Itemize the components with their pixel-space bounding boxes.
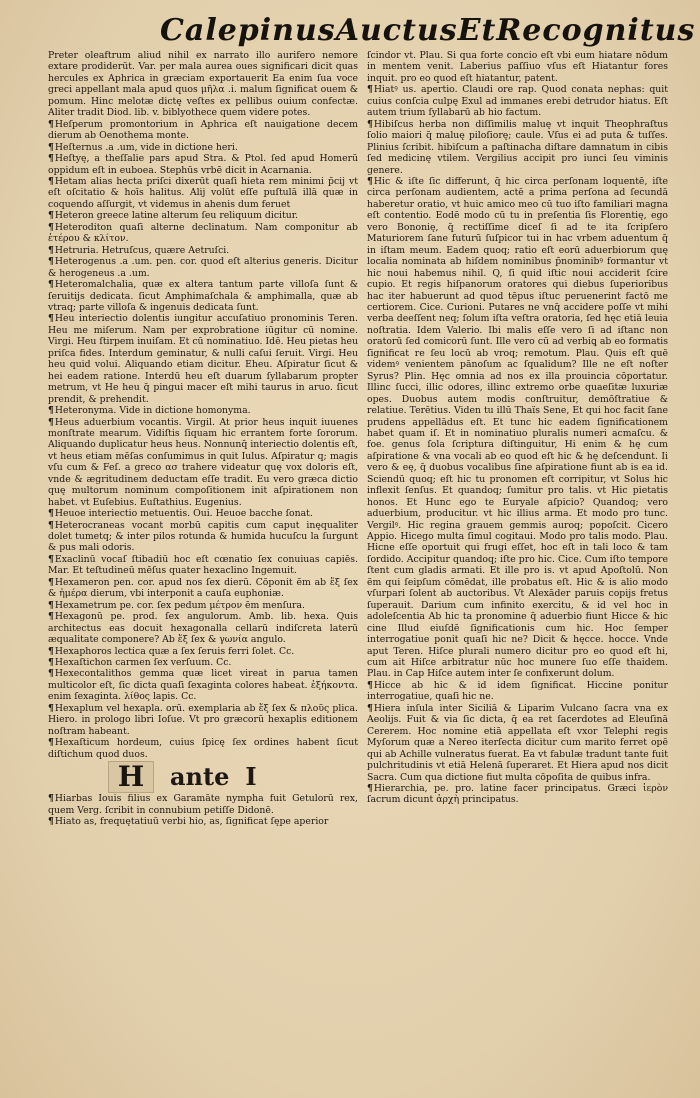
pilcrow-icon: ¶ [48, 599, 54, 611]
entry-text: Hiato as, frequętatiuū verbi hio, as, ſignificat ſępe aperior [54, 816, 329, 827]
section-heading [108, 762, 358, 792]
pilcrow-icon: ¶ [48, 210, 54, 222]
entry-text: Hiera inſula inter Siciliā & Liparim Vulcano ſacra vna ex Aeolijs. Fuit & via ſic dicta, q̄ ea ret ſacerdotes ad Eleuſinā Cererem. Hoc nomine etiā appellata eſt vxor Telephi regis Myſorum quæ a Nereo iterſecta dicitur cum marito ferret opē qui ab Achille vulneratus fuerat. Ea vt fabulæ tradunt tante fuit pulchritudinis vt etiā Helenā ſuperaret. Et Hiera apud nos dicit Sacra. Cum qua dictione fiut multa cōpoſita de quibus infra. [367, 702, 668, 783]
left-entries-after [48, 793, 358, 827]
dictionary-entry [367, 680, 668, 703]
dictionary-entry [367, 783, 668, 806]
pilcrow-icon: ¶ [367, 679, 373, 691]
pilcrow-icon: ¶ [367, 118, 373, 130]
pilcrow-icon: ¶ [48, 153, 54, 165]
dictionary-entry [48, 222, 358, 245]
entry-text: Heſperum promontorium in Aphrica eſt nauigatione decem dierum ab Oenothema monte. [48, 118, 358, 142]
dictionary-entry [48, 703, 358, 737]
dictionary-entry [48, 256, 358, 279]
dictionary-entry [48, 600, 358, 611]
entry-text: Heu interiectio dolentis iungitur accuſatiuo pronominis Teren. Heu me miſerum. Nam per exprobratione iūgitur cū nomine. Virgi. Heu ſtirpem inuiſam. Et cū nominatiuo. Idē. Heu pietas heu priſca fides. Interdum geminatur, & nulli caſui ſeruit. Virgi. Heu heu quid volui. Aliquando etiam dicitur. Eheu. Aſpiratur ſicut & hei eadem ratione. Interdū heu eſt duarum ſyllabarum propter metrum, vt He heu q̄ pingui macer eſt mihi taurus in aruo. ſicut prendit, & prehendit. [48, 313, 358, 405]
dictionary-entry [367, 50, 668, 84]
dictionary-entry [48, 508, 358, 519]
running-header [160, 6, 696, 48]
pilcrow-icon: ¶ [48, 668, 54, 680]
pilcrow-icon: ¶ [48, 645, 54, 657]
entry-text: Heteronyma. Vide in dictione homonyma. [54, 405, 251, 417]
entry-text: Heteron greece latine alterum ſeu reliquum dicitur. [54, 210, 299, 222]
entry-text: Heſternus .a .um, vide in dictione heri. [54, 141, 238, 153]
header-word-2: Auctus [335, 13, 458, 48]
pilcrow-icon: ¶ [48, 313, 54, 325]
left-column [48, 50, 358, 827]
left-entries [48, 50, 358, 760]
dictionary-entry [48, 313, 358, 405]
dictionary-entry [48, 816, 358, 827]
entry-text: Heterogenus .a .um. pen. cor. quod eſt alterius generis. Dicitur & herogeneus .a .um. [48, 256, 358, 279]
pilcrow-icon: ¶ [367, 84, 373, 96]
pilcrow-icon: ¶ [367, 702, 373, 714]
entry-text: Exaclinū vocaſ ſtibadiū hoc eſt cœnatio ſex conuiuas capiēs. Mar. Et teſtudineū mēſus quater hexaclino Ingemuit. [48, 553, 358, 577]
dictionary-entry [367, 119, 668, 176]
dictionary-entry [48, 668, 358, 702]
pilcrow-icon: ¶ [48, 737, 54, 749]
pilcrow-icon: ¶ [48, 141, 54, 153]
entry-text: Hierarchia, pe. pro. latine facer principatus. Græci ἱερὸν ſacrum dicunt ἀρχὴ principatus. [367, 783, 668, 806]
dictionary-entry [48, 520, 358, 554]
entry-text: Hetam alias hecta priſci dixerūt quaſi hieta rem minimi p̄cij vt eſt oſcitatio & hoīs halitus. Alij volūt eſſe puſtulā illā quæ in coquendo aſſurgit, vt videmus in ahenis dum feruet [48, 175, 358, 210]
section-word: ante [170, 762, 230, 792]
right-column [367, 50, 668, 806]
dictionary-entry [48, 142, 358, 153]
dictionary-entry [48, 737, 358, 760]
right-entries [367, 50, 668, 806]
pilcrow-icon: ¶ [48, 553, 54, 565]
entry-text: ſcindor vt. Plau. Si qua forte concio eſt vbi eum hiatare nōdum in mentem venit. Laberius paſſiuo vſus eſt Hiatantur fores inquit. pro eo quod eſt hiatantur, patent. [367, 50, 668, 84]
pilcrow-icon: ¶ [48, 611, 54, 623]
entry-text: Hiarbas Iouis filius ex Garamāte nympha fuit Getulorū rex, quem Verg. ſcribit in connubium petiſſe Didonē. [48, 793, 358, 816]
entry-text: Hexecontalithos gemma quæ licet vireat in parua tamen multicolor eſt, ſic dicta quaſi ſexaginta colores habeat. ἑξήκοντα. enim ſexaginta. λίθος lapis. Cc. [48, 668, 358, 703]
entry-text: Heuoe interiectio metuentis. Oui. Heuoe bacche ſonat. [54, 508, 313, 520]
entry-text: Hexagonū pe. prod. ſex angulorum. Amb. lib. hexa. Quis architectus eas docuit hexagonalla cellarū indiſcreta laterū æqualitate componere? Ab ἕξ ſex & γωνία angulo. [48, 611, 358, 646]
entry-text: Hic & iſte ſic differunt, q̄ hic circa perſonam loquentē, iſte circa perſonam audientem, actē a prima perſona ad ſecundā haberetur oratio, vt huic amico meo cū tuo iſto familiari magna eſt contentio. Eodē modo cū tu in preſentia ſis Florentię, ego vero Bononię, q̄ rectiſſime diceſ ſi ad te ita ſcripſero Maturiorem ſane futurū ſuſpicor tui in hac vrbem aduentum q̄ in iſtam meum. Eadem quoq; ratio eſt eorū aduerbiorum quę localia nominata ab hiſdem nominibus p̄nominibꝰ formantur vt hic noui habemus nihil. Q, ſi quid iſtic noui acciderit ſcire cupio. Et regis hiſpanorum oratores qui diebus ſuperioribus hac iter habuerunt ad quod tēpus iſtuc peruenerint factō me certiorem. Cice. Curioni. Putares ne vnq̄ accidere poſſe vt mihi verba deeſſent neq; ſolum iſta veſtra oratoria, ſed hęc etiā leuia noſtratia. Idem Valerio. Ibi malis eſſe vero ſi ad iſtanc non oratorū ſed comicorū ſunt. Ille vero cū ad verbiꝗ ab eo formatis ſignificat re ſeu locū ab vroq; remotum. Plau. Quis eſt quē videmꝰ venientem pānoſum ac ſqualidum? Ille ne eſt noſter Syrus? Plin. Hęc omnia ad nos ex illa prouincia cōportatur. Illinc ſucci, illic odores, illinc extremo orbe quaeſitæ luxuriæ opes. Duobus autem modis conſtruitur, demōſtratiue & relatiue. Terētius. Viden tu illū Thaïs Sene, Et qui hoc facit ſane prudens appellādus eſt. Et tunc hic eadem ſignificationem habet quam iſ. Et in nominatiuo pluralis numeri acmaſcu. & foe. genus ſola ſcriptura diſtinguitur, Hi enim & hę cum aſpiratione & vna vocali ab eo quod eſt hic & hę deſcendunt. Ii vero & eę, q̄ duobus vocalibus ſine aſpiratione fiunt ab is ea id. Sciendū quoq; eſt hic tu pronomen eſt corripitur, vt Solus hic inflexit ſenſus. Et quandoq; ſumitur pro talis. vt Hic pietatis honos. Et Hunc ego te Euryale aſpicio? Quandoq; vero aduerbium, producitur. vt hic illius arma. Et modo pro tunc. Vergilꝰ. Hic regina grauem gemmis auroq; popoſcit. Cicero Appio. Hicego multa ſimul cogitaui. Modo pro talis modo. Plau. Hicne eſſe oportuit qui frugi eſſet, hoc eſt in tali loco & tam ſordido. Accipitur quandoq; iſte pro hic. Cice. Cum iſto tempore ſtent cum gladis armati. Et ille pro is. vt apud Apoſtolū. Non ēm qui ſeipſum cōmēdat, ille probatus eſt. Hic & is alio modo vſurpari ſolent ab auctoribus. Vt Alexāder paruis copijs fretus ſuperauit. Darium cum infinito exercitu, & id vel hoc in adoleſcentia Ab hic ta pronomine q̄ aduerbio fiunt Hicce & hic cine Illud eiuſdē ſignificationis cum hic. Hoc ſemper interrogatiue ponit quaſi hic ne? Dicit & hęcce. hocce. Vnde aput Teren. Hiſce plurali numero dicitur pro eo quod eſt hi, cum ait Hiſce arbitratur nūc hoc munere ſuo eſſe thaidem. Plau. in Cap Hiſce autem inter ſe confixerunt dolum. [367, 175, 668, 680]
entry-text: Hexameron pen. cor. apud nos ſex dierū. Cōponit ēm ab ἕξ ſex & ἡμέρα dierum, vbi interponit a cauſa euphoniæ. [48, 576, 358, 600]
entry-text: Hexaſticum hordeum, cuius ſpicę ſex ordines habent ſicut diſtichum quod duos. [48, 737, 358, 760]
section-initial: H [108, 761, 154, 793]
dictionary-entry [48, 119, 358, 142]
pilcrow-icon: ¶ [367, 783, 373, 794]
pilcrow-icon: ¶ [48, 244, 54, 256]
header-word-4: Recognitus [496, 13, 696, 48]
entry-text: Heſtyę, a theſſalie pars apud Stra. & Ptol. ſed apud Homerū oppidum eſt in euboea. Stephūs vrbē dicit in Acarnania. [48, 153, 358, 176]
pilcrow-icon: ¶ [48, 221, 54, 233]
dictionary-entry [48, 417, 358, 509]
entry-text: Hetruria. Hetruſcus, quære Aetruſci. [54, 244, 230, 256]
pilcrow-icon: ¶ [48, 175, 54, 187]
pilcrow-icon: ¶ [48, 576, 54, 588]
dictionary-entry [367, 703, 668, 783]
dictionary-entry [48, 577, 358, 600]
dictionary-entry [48, 245, 358, 256]
dictionary-entry [48, 405, 358, 416]
entry-text: Hexaſtichon carmen ſex verſuum. Cc. [54, 657, 232, 669]
entry-text: Hexaplum vel hexapla. orū. exemplaria ab ἕξ ſex & πλοῦς plica. Hiero. in prologo libri Ioſue. Vt pro græcorū hexaplis editionem noſtram habeant. [48, 702, 358, 737]
section-letter: I [245, 762, 257, 792]
entry-text: Heteromalchalia, quæ ex altera tantum parte villoſa ſunt & ſeruitijs dedicata. ſicut Amphimaſchala & amphimalla, quæ ab vtraq; parte villoſa & ingenuis dedicata ſunt. [48, 279, 358, 313]
entry-text: Heterocraneas vocant morbū capitis cum caput inęqualiter dolet tumetq; & inter pilos rotunda & humida hucuſcu la ſurgunt & pus mali odoris. [48, 519, 358, 554]
pilcrow-icon: ¶ [48, 416, 54, 428]
dictionary-entry [48, 279, 358, 313]
pilcrow-icon: ¶ [48, 256, 54, 268]
pilcrow-icon: ¶ [48, 793, 54, 805]
dictionary-entry [367, 84, 668, 118]
pilcrow-icon: ¶ [48, 702, 54, 714]
pilcrow-icon: ¶ [48, 657, 54, 669]
entry-text: Preter oleaftrum aliud nihil ex narrato illo aurifero nemore extare prodiderūt. Var. per mala aurea oues significari dicit quas hercules ex Aphrica in græciam exportauerit Ea enim ſua voce greci appellant mala apud quos μῆλα .i. malum ſignificat ouem & pomum. Hinc melotæ dictę veſtes ex pellibus ouium confectæ. Aliter tradit Diod. lib. v. biblyothece quem videre potes. [48, 50, 358, 119]
pilcrow-icon: ¶ [48, 519, 54, 531]
dictionary-entry [48, 153, 358, 176]
dictionary-entry [48, 554, 358, 577]
dictionary-entry [48, 646, 358, 657]
entry-text: Hexametrum pe. cor. ſex pedum μέτρον ēm menſura. [54, 599, 305, 611]
pilcrow-icon: ¶ [48, 118, 54, 130]
pilcrow-icon: ¶ [48, 405, 54, 417]
entry-text: Hiatꝰ us. apertio. Claudi ore rap. Quod conata nephas: quit cuius conſcia culpę Exul ad immanes erebi detrudor hiatus. Eſt autem trium ſyllabarū ab hio factum. [367, 84, 668, 119]
dictionary-entry [48, 793, 358, 816]
dictionary-entry [48, 50, 358, 119]
dictionary-entry [48, 611, 358, 645]
pilcrow-icon: ¶ [48, 816, 54, 827]
pilcrow-icon: ¶ [367, 175, 373, 187]
entry-text: Hicce ab hic & id idem ſignificat. Hiccine ponitur interrogatiue, quaſi hic ne. [367, 679, 668, 703]
entry-text: Heteroditon quaſi alterne declinatum. Nam componitur ab ἑτέρου & κλίτον. [48, 221, 358, 245]
dictionary-entry [48, 657, 358, 668]
pilcrow-icon: ¶ [48, 279, 54, 291]
dictionary-entry [367, 176, 668, 680]
dictionary-entry [48, 210, 358, 221]
header-word-3: Et [457, 13, 497, 48]
dictionary-entry [48, 176, 358, 210]
entry-text: Heus aduerbium vocantis. Virgil. At prior heus inquit iuuenes monſtrate mearum. Vidiſtis ſiquam hic errantem forte ſororum. Aliquando duplicatur heus heus. Nonnunq̄ interiectio dolentis eſt, vt heus etiam mēſas conſumimus in quit Iulus. Aſpiratur q; magis vſu cum & Feſ. a greco ασ trahere videatur quę vox doloris eſt, vnde & ægritudinem deductam eſſe tradit. Eu vero græca dictio quę multorum nominum compoſitionem init aſpirationem non habet. vt Euſebius. Euſtathius. Eugenius. [48, 416, 358, 508]
entry-text: Hibiſcus herba non diſſimilis maluę vt inquit Theophraſtus ſolio maiori q̄ maluę piloſiorę; caule. Vſus ei ad puta & tuſſes. Plinius ſcribit. hibiſcum a paſtinacha diſtare damnatum in cibis ſed medicinę vtilem. Vergilius accipit pro iunci ſeu viminis genere. [367, 118, 668, 176]
header-word-1: Calepinus [160, 13, 336, 48]
entry-text: Hexaphoros lectica quæ a ſex ſeruis ferri ſolet. Cc. [54, 645, 295, 657]
pilcrow-icon: ¶ [48, 508, 54, 520]
